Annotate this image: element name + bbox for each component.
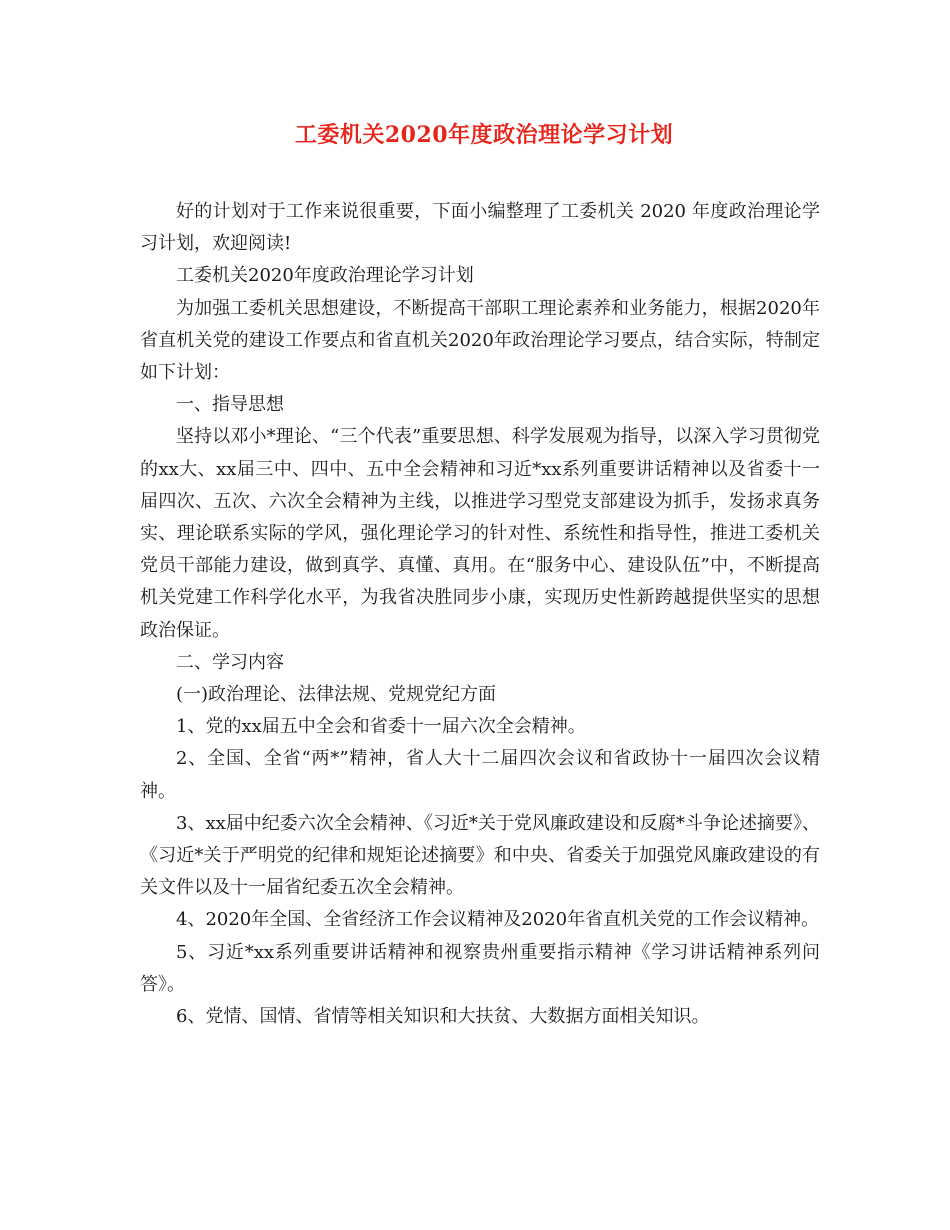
purpose-paragraph: 为加强工委机关思想建设，不断提高干部职工理论素养和业务能力，根据2020年省直机关党的建设工作要点和省直机关2020年政治理论学习要点，结合实际，特制定如下计划： bbox=[140, 297, 820, 384]
intro-paragraph: 好的计划对于工作来说很重要，下面小编整理了工委机关 2020 年度政治理论学习计划，欢迎阅读! bbox=[140, 201, 820, 255]
list-item: 2、全国、全省“两*”精神，省人大十二届四次会议和省政协十一届四次会议精神。 bbox=[140, 748, 820, 802]
subsection-heading-politics: (一)政治理论、法律法规、党规党纪方面 bbox=[176, 684, 497, 706]
document-title: 工委机关2020年度政治理论学习计划 bbox=[294, 122, 674, 148]
section-heading-study-content: 二、学习内容 bbox=[176, 651, 284, 673]
subtitle-paragraph: 工委机关2020年度政治理论学习计划 bbox=[176, 265, 474, 287]
section-heading-guiding-thought: 一、指导思想 bbox=[176, 394, 284, 416]
list-item: 1、党的xx届五中全会和省委十一届六次全会精神。 bbox=[176, 716, 586, 738]
list-item: 5、习近*xx系列重要讲话精神和视察贵州重要指示精神《学习讲话精神系列问答》。 bbox=[140, 941, 820, 995]
list-item: 4、2020年全国、全省经济工作会议精神及2020年省直机关党的工作会议精神。 bbox=[176, 909, 820, 931]
list-item: 6、党情、国情、省情等相关知识和大扶贫、大数据方面相关知识。 bbox=[176, 1006, 710, 1028]
guiding-thought-paragraph: 坚持以邓小*理论、“三个代表”重要思想、科学发展观为指导，以深入学习贯彻党的xx大、xx届三中、四中、五中全会精神和习近*xx系列重要讲话精神以及省委十一届四次、五次、六次全会精神为主线，以推进学习型党支部建设为抓手，发扬求真务实、理论联系实际的学风，强化理论学习的针对性、系统性和指导性，推进工委机关党员干部能力建设，做到真学、真懂、真用。在“服务中心、建设队伍”中，不断提高机关党建工作科学化水平，为我省决胜同步小康，实现历史性新跨越提供坚实的思想政治保证。 bbox=[140, 426, 820, 641]
list-item: 3、xx届中纪委六次全会精神、《习近*关于党风廉政建设和反腐*斗争论述摘要》、《习近*关于严明党的纪律和规矩论述摘要》和中央、省委关于加强党风廉政建设的有关文件以及十一届省纪委五次全会精神。 bbox=[140, 812, 820, 899]
